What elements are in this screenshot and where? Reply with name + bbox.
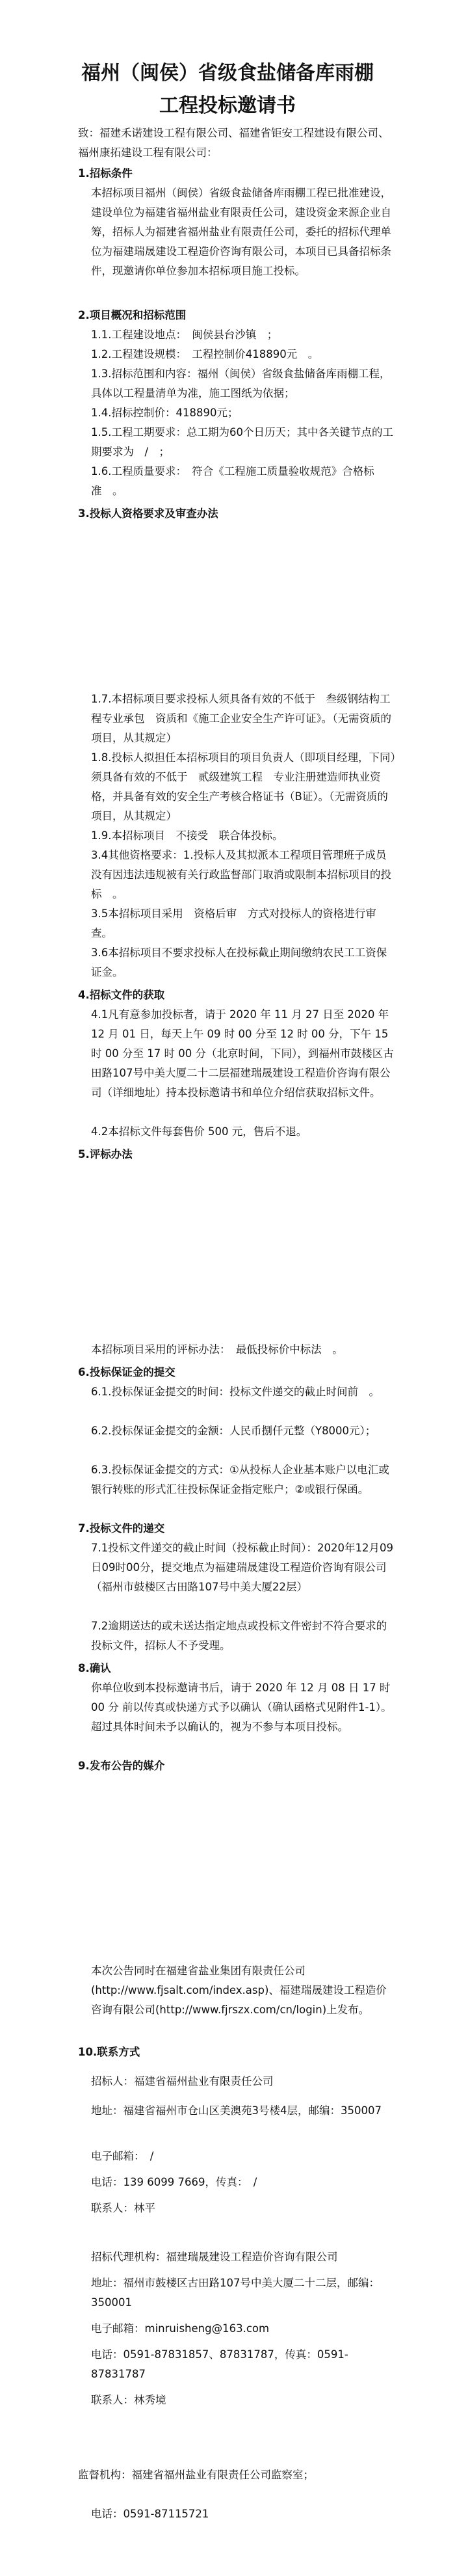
tenderer-name: 招标人：福建省福州盐业有限责任公司 (91, 2075, 274, 2087)
section-7-item-1: 7.1投标文件递交的截止时间（投标截止时间）：2020年12月09日09时00分，提交地点为福建瑞晟建设工程造价咨询有限公司（福州市鼓楼区古田路107号中美大厦22层） (91, 1542, 393, 1593)
supervisor-phone: 电话：0591-87115721 (91, 2508, 209, 2520)
section-2-item-1: 1.1.工程建设地点： 闽侯县台沙镇 ； (91, 329, 278, 341)
section-3-item-2: 1.8.投标人拟担任本招标项目的项目负责人（即项目经理，下同）须具备有效的不低于 贰级建筑工程 专业注册建造师执业资格，并具备有效的安全生产考核合格证书（B证）。（无需资质的项目，从其规定） (91, 751, 396, 822)
tenderer-contact: 联系人：林平 (91, 2202, 155, 2214)
section-6-item-1: 6.1.投标保证金提交的时间：投标文件递交的截止时间前 。 (91, 1386, 380, 1398)
addressee: 致：福建禾诺建设工程有限公司、福建省钜安工程建设有限公司、福州康拓建设工程有限公司： (78, 127, 389, 159)
section-3-item-3: 1.9.本招标项目 不接受 联合体投标。 (91, 829, 283, 842)
agency-phone: 电话：0591-87831857、87831787，传真：0591-87831787 (91, 2348, 348, 2380)
tenderer-email: 电子邮箱： / (91, 2150, 164, 2162)
section-7-item-2: 7.2逾期送达的或未送达指定地点或投标文件密封不符合要求的投标文件，招标人不予受理。 (91, 1620, 387, 1652)
section-2-item-5: 1.5.工程工期要求：总工期为60个日历天；其中各关键节点的工期要求为 / ； (91, 426, 393, 458)
document-title-line1: 福州（闽侯）省级食盐储备库雨棚 (81, 62, 374, 85)
tenderer-address: 地址：福建省福州市仓山区美澳苑3号楼4层，邮编：350007 (91, 2104, 382, 2117)
agency-contact: 联系人：林秀境 (91, 2394, 166, 2406)
section-6-heading: 6.投标保证金的提交 (78, 1366, 176, 1378)
section-2-heading: 2.项目概况和招标范围 (78, 309, 187, 321)
agency-name: 招标代理机构：福建瑞晟建设工程造价咨询有限公司 (91, 2251, 338, 2263)
document-title-line2: 工程投标邀请书 (159, 94, 296, 117)
section-2-item-4: 1.4.招标控制价：418890元； (91, 407, 239, 419)
agency-email: 电子邮箱：minruisheng@163.com (91, 2322, 270, 2335)
supervisor-name: 监督机构：福建省福州盐业有限责任公司监察室； (78, 2469, 314, 2481)
section-10-heading: 10.联系方式 (78, 2046, 140, 2058)
section-5-body: 本招标项目采用的评标办法： 最低投标价中标法 。 (91, 1343, 343, 1356)
section-5-heading: 5.评标办法 (78, 1148, 133, 1161)
section-3-item-5: 3.5本招标项目采用 资格后审 方式对投标人的资格进行审查。 (91, 907, 376, 939)
section-8-body: 你单位收到本投标邀请书后，请于 2020 年 12 月 08 日 17 时 00 分 前以传真或快递方式予以确认（确认函格式见附件1-1）。超过具体时间未予以确认的，视为不参与本项目投标。 (91, 1682, 392, 1733)
section-3-heading: 3.投标人资格要求及审查办法 (78, 507, 218, 520)
section-2-item-2: 1.2.工程建设规模： 工程控制价418890元 。 (91, 348, 319, 360)
section-2-item-6: 1.6.工程质量要求： 符合《工程施工质量验收规范》合格标准 。 (91, 465, 374, 497)
section-4-item-1: 4.1凡有意参加投标者，请于 2020 年 11 月 27 日至 2020 年 12 月 01 日，每天上午 09 时 00 分至 12 时 00 分，下午 15 时 00 分至 17 时 00 分（北京时间，下同），到福州市鼓楼区古田路107号中美大厦二十二层福建瑞晟建设工程造价咨询有限公司（详细地址）持本投标邀请书和单位介绍信获取招标文件。 (91, 1008, 394, 1099)
section-4-heading: 4.招标文件的获取 (78, 989, 165, 1001)
section-3-item-4: 3.4其他资格要求：1.投标人及其拟派本工程项目管理班子成员没有因违法违规被有关行政监督部门取消或限制本招标项目的投标 。 (91, 849, 391, 900)
agency-address: 地址：福州市鼓楼区古田路107号中美大厦二十二层，邮编：350001 (91, 2277, 380, 2309)
section-7-heading: 7.投标文件的递交 (78, 1522, 165, 1535)
section-8-heading: 8.确认 (78, 1662, 111, 1674)
tenderer-phone: 电话：139 6099 7669，传真： / (91, 2176, 268, 2188)
section-9-heading: 9.发布公告的媒介 (78, 1760, 165, 1772)
section-9-body: 本次公告同时在福建省盐业集团有限责任公司(http://www.fjsalt.com/index.asp)、福建瑞晟建设工程造价咨询有限公司(http://www.fjrszx.com/cn/login)上发布。 (91, 1965, 387, 2016)
section-3-item-1: 1.7.本招标项目要求投标人须具备有效的不低于 叁级钢结构工程专业承包 资质和《施工企业安全生产许可证》。（无需资质的项目，从其规定） (91, 693, 391, 744)
section-6-item-2: 6.2.投标保证金提交的金额：人民币捌仟元整（Y8000元）； (91, 1425, 376, 1437)
section-6-item-3: 6.3.投标保证金提交的方式：①从投标人企业基本账户以电汇或银行转账的形式汇往投标保证金指定账户；②或银行保函。 (91, 1464, 389, 1496)
section-1-heading: 1.招标条件 (78, 167, 133, 180)
section-1-body: 本招标项目福州（闽侯）省级食盐储备库雨棚工程已批准建设，建设单位为福建省福州盐业有限责任公司，建设资金来源企业自筹，招标人为福建省福州盐业有限责任公司，委托的招标代理单位为福建瑞晟建设工程造价咨询有限公司，本项目已具备招标条件，现邀请你单位参加本招标项目施工投标。 (91, 187, 391, 277)
section-4-item-2: 4.2本招标文件每套售价 500 元，售后不退。 (91, 1125, 307, 1138)
section-3-item-6: 3.6本招标项目不要求投标人在投标截止期间缴纳农民工工资保证金。 (91, 946, 387, 978)
section-2-item-3: 1.3.招标范围和内容：福州（闽侯）省级食盐储备库雨棚工程，具体以工程量清单为准，施工图纸为依据； (91, 368, 391, 399)
